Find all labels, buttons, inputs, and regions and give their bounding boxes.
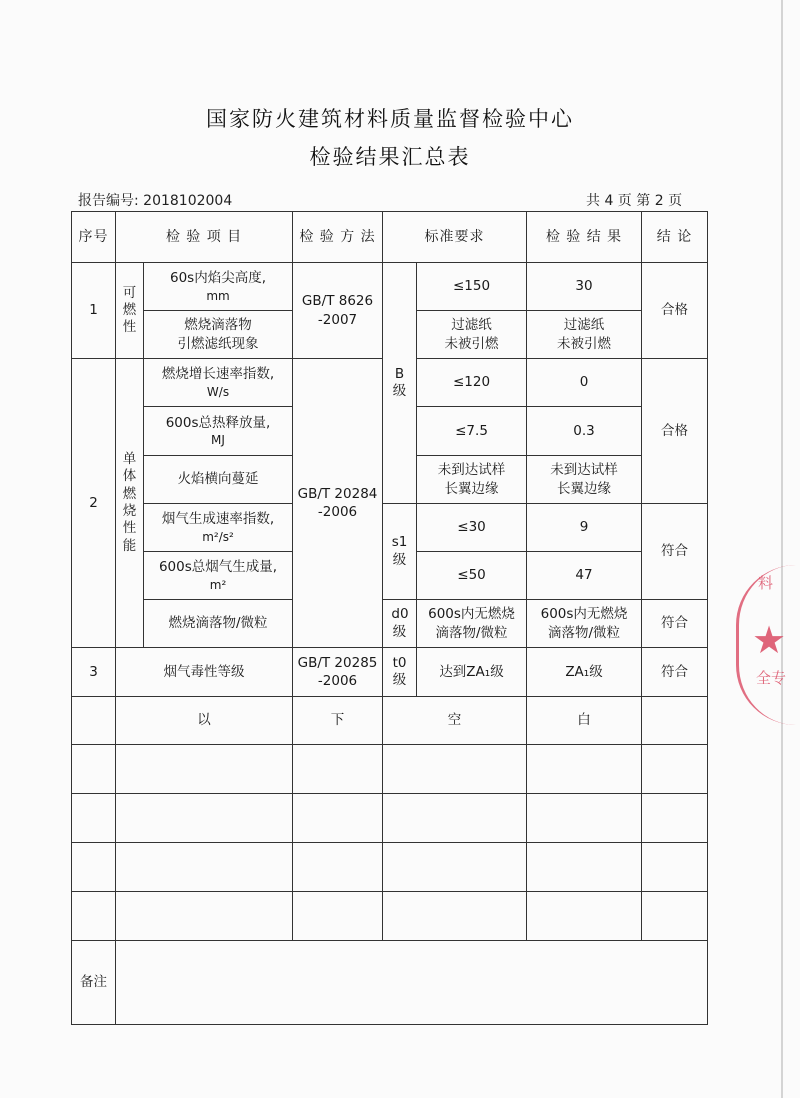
row1-item-dripping: 燃烧滴落物 引燃滤纸现象: [144, 311, 293, 359]
row2-item-tsp: 600s总烟气生成量, m²: [144, 552, 293, 600]
document-title: 检验结果汇总表: [309, 145, 471, 169]
empty-cell: [116, 892, 293, 941]
empty-cell: [72, 892, 116, 941]
class-t0-label: t0级: [383, 648, 417, 697]
remarks-label: 备注: [72, 941, 116, 1025]
row1-req-dripping: 过滤纸 未被引燃: [417, 311, 527, 359]
empty-cell: [293, 794, 383, 843]
empty-cell: [383, 843, 527, 892]
empty-cell: [72, 843, 116, 892]
empty-cell: [642, 794, 708, 843]
row3-req: 达到ZA₁级: [417, 648, 527, 697]
row1-res-dripping: 过滤纸 未被引燃: [527, 311, 642, 359]
row2-res-thr: 0.3: [527, 407, 642, 456]
empty-cell: [527, 794, 642, 843]
row2-method: GB/T 20284 -2006: [293, 359, 383, 648]
blank-cell: [72, 697, 116, 745]
table-header-row: [72, 212, 708, 263]
col-header-requirement: 标准要求: [383, 212, 527, 263]
row1-group: 可燃性: [116, 263, 144, 359]
row2-item-thr: 600s总热释放量, MJ: [144, 407, 293, 456]
empty-cell: [72, 794, 116, 843]
remarks-row: [72, 941, 708, 1025]
col-header-item: 检 验 项 目: [116, 212, 293, 263]
empty-cell: [642, 892, 708, 941]
row2-item-lfs: 火焰横向蔓延: [144, 456, 293, 504]
row3-res: ZA₁级: [527, 648, 642, 697]
table-row: [72, 600, 708, 648]
seal-text-top: 料: [758, 574, 774, 592]
row2-res-smogra: 9: [527, 504, 642, 552]
row2-res-figra: 0: [527, 359, 642, 407]
row1-req-flame-height: ≤150: [417, 263, 527, 311]
row3-number: 3: [72, 648, 116, 697]
empty-cell: [527, 843, 642, 892]
row3-conclusion: 符合: [642, 648, 708, 697]
class-b-label: B级: [383, 263, 417, 504]
scan-edge: [781, 0, 783, 1098]
row1-res-flame-height: 30: [527, 263, 642, 311]
org-title: 国家防火建筑材料质量监督检验中心: [206, 107, 574, 131]
empty-cell: [116, 794, 293, 843]
blank-marker-3: 空: [383, 697, 527, 745]
row2-req-droplets: 600s内无燃烧 滴落物/微粒: [417, 600, 527, 648]
table-row: [72, 648, 708, 697]
row2-req-thr: ≤7.5: [417, 407, 527, 456]
empty-row: [72, 794, 708, 843]
remarks-content: [116, 941, 708, 1025]
empty-cell: [383, 794, 527, 843]
report-number-value: 2018102004: [143, 193, 233, 209]
row1-item-flame-height: 60s内焰尖高度, mm: [144, 263, 293, 311]
row2-req-figra: ≤120: [417, 359, 527, 407]
row2-number: 2: [72, 359, 116, 648]
empty-cell: [383, 745, 527, 794]
empty-row: [72, 892, 708, 941]
col-header-method: 检 验 方 法: [293, 212, 383, 263]
class-s1-label: s1级: [383, 504, 417, 600]
empty-cell: [293, 745, 383, 794]
report-number: [78, 190, 232, 210]
col-header-no: 序号: [72, 212, 116, 263]
empty-cell: [383, 892, 527, 941]
row2-res-droplets: 600s内无燃烧 滴落物/微粒: [527, 600, 642, 648]
empty-cell: [293, 843, 383, 892]
seal-text-bottom: 全专: [756, 669, 787, 687]
empty-row: [72, 843, 708, 892]
class-d0-label: d0级: [383, 600, 417, 648]
seal-star-icon: ★: [752, 618, 787, 662]
row2-req-lfs: 未到达试样 长翼边缘: [417, 456, 527, 504]
row2-req-tsp: ≤50: [417, 552, 527, 600]
row2-res-tsp: 47: [527, 552, 642, 600]
empty-cell: [72, 745, 116, 794]
empty-cell: [293, 892, 383, 941]
page-info: 共 4 页 第 2 页: [586, 193, 683, 209]
empty-cell: [116, 843, 293, 892]
row2-req-smogra: ≤30: [417, 504, 527, 552]
row2-item-figra: 燃烧增长速率指数, W/s: [144, 359, 293, 407]
row1-method: GB/T 8626 -2007: [293, 263, 383, 359]
empty-cell: [642, 843, 708, 892]
empty-cell: [527, 892, 642, 941]
table-row: [72, 504, 708, 552]
empty-cell: [642, 745, 708, 794]
row1-conclusion: 合格: [642, 263, 708, 359]
table-row: [72, 263, 708, 311]
row2-d0-conclusion: 符合: [642, 600, 708, 648]
row2-group: 单体燃烧性能: [116, 359, 144, 648]
blank-marker-2: 下: [293, 697, 383, 745]
row3-method: GB/T 20285 -2006: [293, 648, 383, 697]
report-number-label: 报告编号:: [78, 193, 139, 209]
col-header-result: 检 验 结 果: [527, 212, 642, 263]
row2-item-smogra: 烟气生成速率指数, m²/s²: [144, 504, 293, 552]
row2-b-conclusion: 合格: [642, 359, 708, 504]
table-row: [72, 697, 708, 745]
col-header-conclusion: 结 论: [642, 212, 708, 263]
results-table: [71, 211, 708, 1025]
blank-marker-4: 白: [527, 697, 642, 745]
empty-row: [72, 745, 708, 794]
blank-marker-1: 以: [116, 697, 293, 745]
blank-cell: [642, 697, 708, 745]
empty-cell: [527, 745, 642, 794]
row1-number: 1: [72, 263, 116, 359]
row2-item-droplets: 燃烧滴落物/微粒: [144, 600, 293, 648]
row2-res-lfs: 未到达试样 长翼边缘: [527, 456, 642, 504]
row2-s1-conclusion: 符合: [642, 504, 708, 600]
row3-item: 烟气毒性等级: [116, 648, 293, 697]
empty-cell: [116, 745, 293, 794]
